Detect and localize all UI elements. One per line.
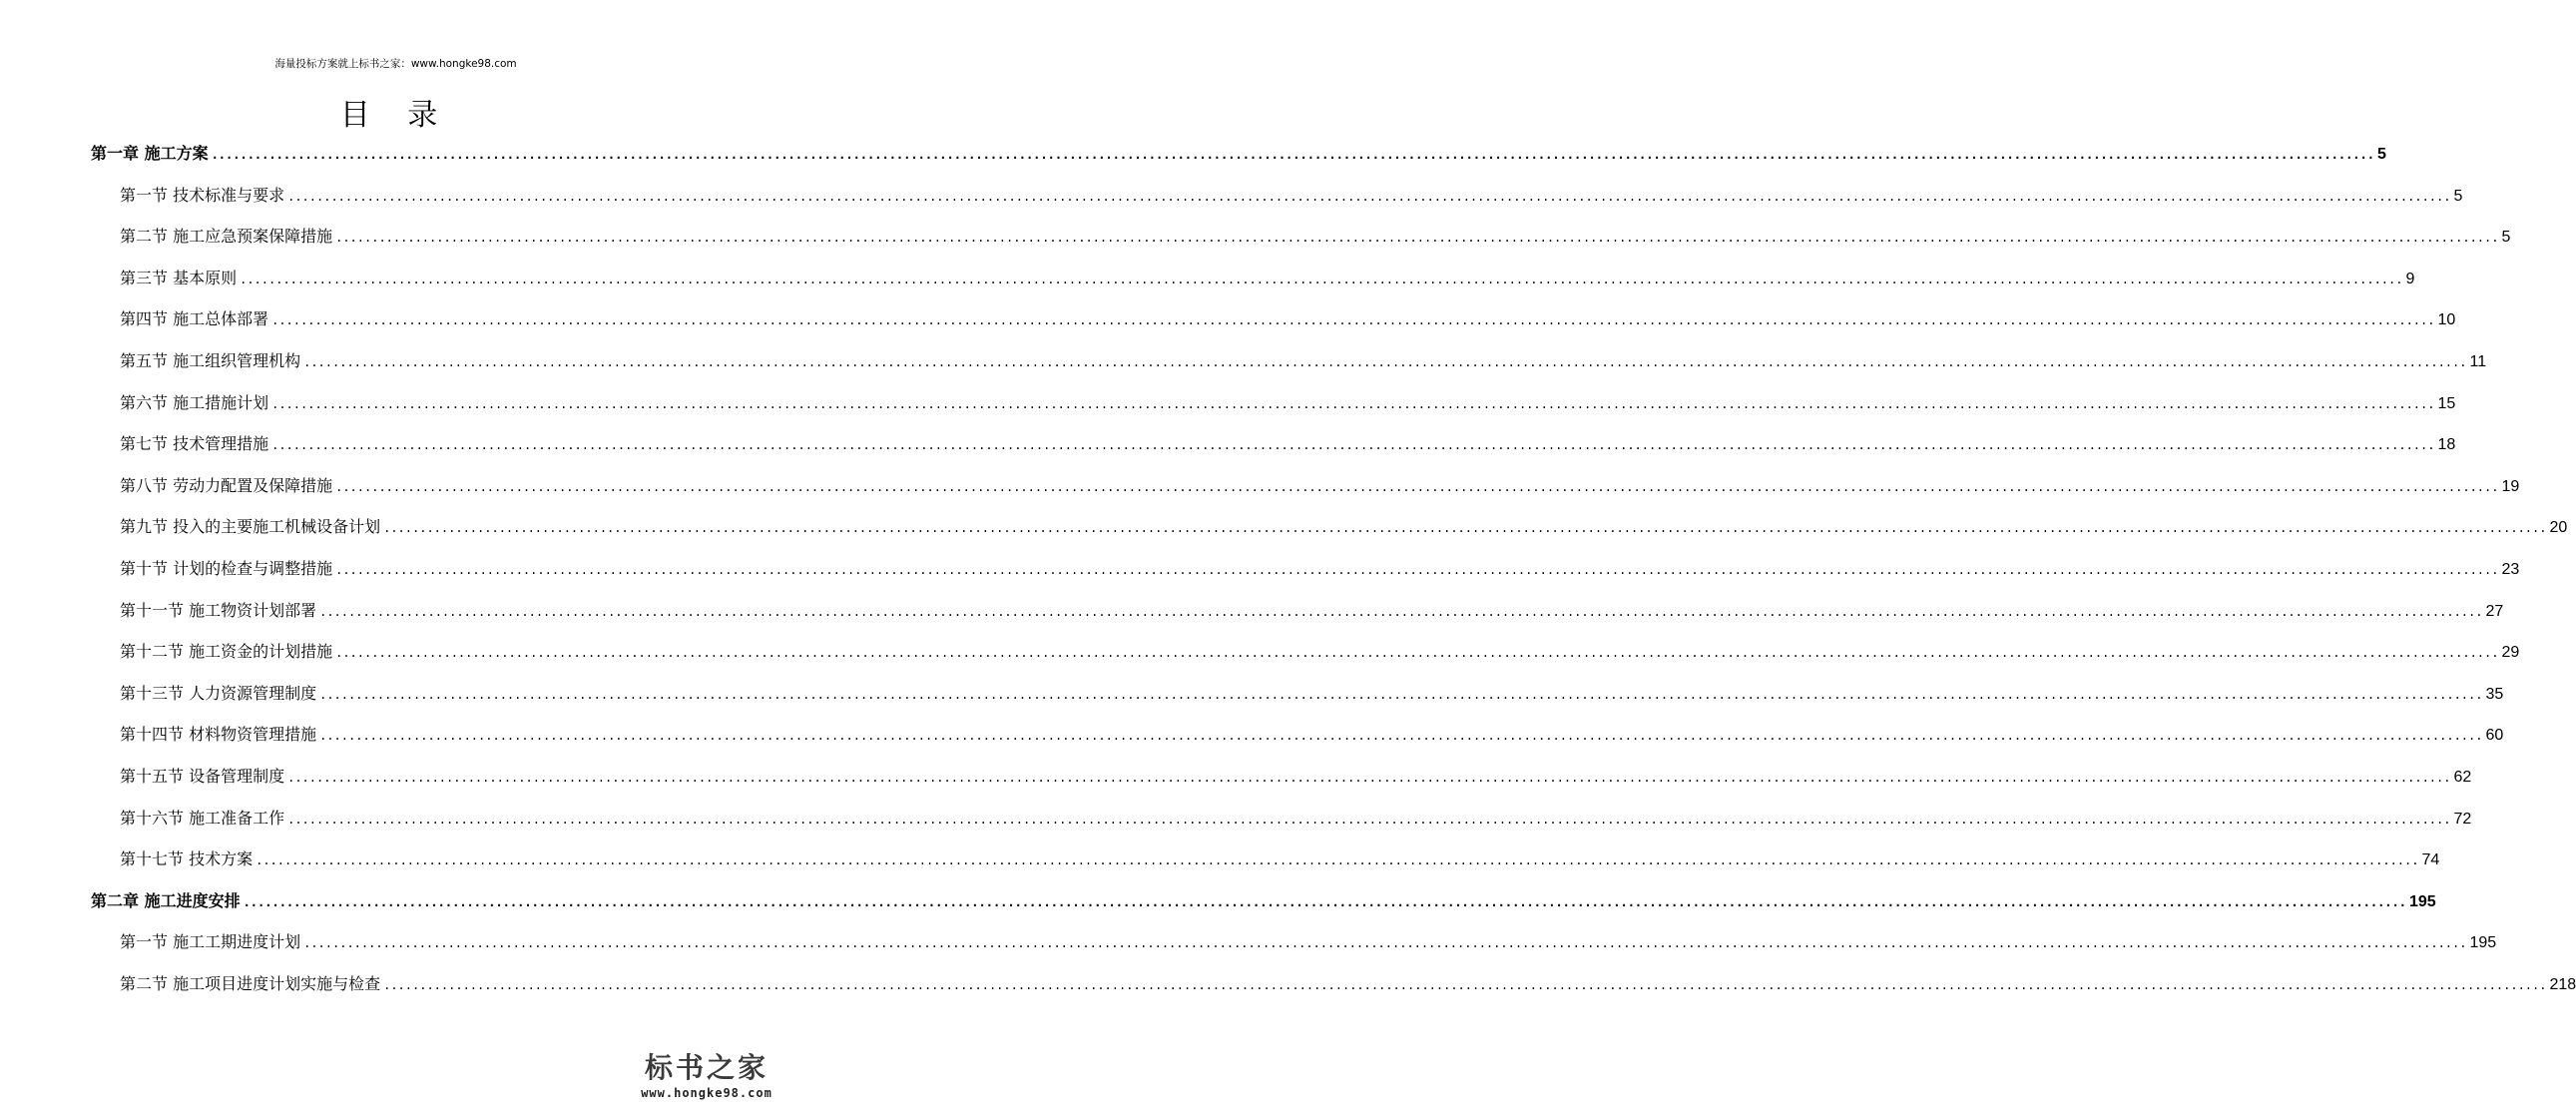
page-header: 海量投标方案就上标书之家：www.hongke98.com bbox=[274, 58, 517, 70]
toc-entry-page-number: 27 bbox=[2485, 602, 2504, 620]
toc-section-entry[interactable] bbox=[120, 683, 2504, 705]
logo-url: www.hongke98.com bbox=[641, 1086, 773, 1100]
dot-leader: ............................................................................................................................................................................................................................................................................................................ bbox=[383, 978, 2547, 992]
toc-entry-label: 第六节 施工措施计划 bbox=[120, 392, 269, 412]
toc-entry-page-number: 19 bbox=[2501, 477, 2520, 495]
toc-entry-label: 第八节 劳动力配置及保障措施 bbox=[120, 475, 333, 495]
dot-leader: ............................................................................................................................................................................................................................................................................................................ bbox=[271, 313, 2435, 328]
toc-entry-label: 第二节 施工项目进度计划实施与检查 bbox=[120, 974, 381, 993]
dot-leader: ............................................................................................................................................................................................................................................................................................................ bbox=[303, 355, 2467, 369]
dot-leader: ............................................................................................................................................................................................................................................................................................................ bbox=[271, 438, 2435, 453]
toc-entry-label: 第三节 基本原则 bbox=[120, 268, 238, 287]
toc-entry-label: 第十二节 施工资金的计划措施 bbox=[120, 642, 333, 662]
toc-entry-page-number: 195 bbox=[2469, 934, 2497, 952]
toc-section-entry[interactable] bbox=[120, 185, 2463, 207]
dot-leader: ............................................................................................................................................................................................................................................................................................................ bbox=[243, 894, 2406, 909]
dot-leader: ............................................................................................................................................................................................................................................................................................................ bbox=[287, 771, 2451, 785]
toc-entry-label: 第五节 施工组织管理机构 bbox=[120, 351, 301, 370]
dot-leader: ............................................................................................................................................................................................................................................................................................................ bbox=[271, 396, 2435, 411]
toc-entry-label: 第十一节 施工物资计划部署 bbox=[120, 600, 317, 620]
toc-entry-page-number: 23 bbox=[2501, 561, 2520, 578]
toc-entry-label: 第十四节 材料物资管理措施 bbox=[120, 725, 317, 745]
dot-leader: ............................................................................................................................................................................................................................................................................................................ bbox=[335, 646, 2499, 661]
toc-section-entry[interactable] bbox=[120, 434, 2456, 455]
toc-section-entry[interactable] bbox=[120, 849, 2440, 870]
toc-section-entry[interactable] bbox=[120, 227, 2511, 248]
toc-entry-page-number: 62 bbox=[2453, 769, 2472, 786]
toc-entry-label: 第十五节 设备管理制度 bbox=[120, 767, 285, 786]
toc-section-entry[interactable] bbox=[120, 642, 2520, 663]
dot-leader: ............................................................................................................................................................................................................................................................................................................ bbox=[256, 853, 2419, 868]
toc-entry-label: 第十六节 施工准备工作 bbox=[120, 808, 285, 828]
toc-section-entry[interactable] bbox=[120, 725, 2504, 746]
toc-section-entry[interactable] bbox=[120, 351, 2487, 372]
toc-section-entry[interactable] bbox=[120, 767, 2472, 788]
logo-text: 标书之家 bbox=[644, 1051, 769, 1084]
toc-section-entry[interactable] bbox=[120, 517, 2568, 538]
toc-section-entry[interactable] bbox=[120, 268, 2415, 289]
toc-chapter-entry[interactable] bbox=[91, 890, 2436, 912]
toc-entry-page-number: 18 bbox=[2437, 436, 2456, 454]
toc-entry-page-number: 29 bbox=[2501, 644, 2520, 662]
toc-entry-label: 第十七节 技术方案 bbox=[120, 849, 254, 869]
brand-logo bbox=[632, 1046, 781, 1100]
toc-entry-page-number: 35 bbox=[2485, 685, 2504, 703]
toc-entry-page-number: 20 bbox=[2549, 519, 2568, 537]
toc-entry-page-number: 5 bbox=[2376, 146, 2386, 163]
toc-section-entry[interactable] bbox=[120, 475, 2520, 497]
toc-entry-page-number: 195 bbox=[2408, 892, 2436, 910]
dot-leader: ............................................................................................................................................................................................................................................................................................................ bbox=[319, 687, 2483, 702]
dot-leader: ............................................................................................................................................................................................................................................................................................................ bbox=[287, 812, 2451, 827]
toc-entry-page-number: 9 bbox=[2405, 270, 2415, 287]
toc-entry-label: 第七节 技术管理措施 bbox=[120, 434, 269, 454]
toc-entry-page-number: 72 bbox=[2453, 810, 2472, 828]
dot-leader: ............................................................................................................................................................................................................................................................................................................ bbox=[319, 604, 2483, 619]
toc-entry-page-number: 11 bbox=[2469, 353, 2487, 370]
dot-leader: ............................................................................................................................................................................................................................................................................................................ bbox=[383, 521, 2547, 536]
toc-section-entry[interactable] bbox=[120, 309, 2456, 330]
toc-entry-label: 第一节 技术标准与要求 bbox=[120, 185, 285, 205]
toc-entry-label: 第二章 施工进度安排 bbox=[91, 890, 241, 910]
toc-entry-page-number: 5 bbox=[2453, 187, 2463, 205]
toc-section-entry[interactable] bbox=[120, 808, 2472, 830]
toc-section-entry[interactable] bbox=[120, 600, 2504, 622]
toc-section-entry[interactable] bbox=[120, 392, 2456, 414]
toc-entry-page-number: 74 bbox=[2421, 851, 2440, 869]
toc-entry-label: 第四节 施工总体部署 bbox=[120, 309, 269, 329]
toc-entry-label: 第一节 施工工期进度计划 bbox=[120, 932, 301, 952]
dot-leader: ............................................................................................................................................................................................................................................................................................................ bbox=[211, 148, 2374, 162]
toc-entry-label: 第十三节 人力资源管理制度 bbox=[120, 683, 317, 703]
toc-entry-label: 第九节 投入的主要施工机械设备计划 bbox=[120, 517, 381, 537]
dot-leader: ............................................................................................................................................................................................................................................................................................................ bbox=[240, 272, 2403, 286]
toc-section-entry[interactable] bbox=[120, 559, 2520, 580]
toc-entry-page-number: 15 bbox=[2437, 394, 2456, 412]
toc-entry-page-number: 10 bbox=[2437, 311, 2456, 329]
dot-leader: ............................................................................................................................................................................................................................................................................................................ bbox=[303, 936, 2467, 951]
dot-leader: ............................................................................................................................................................................................................................................................................................................ bbox=[335, 231, 2499, 246]
toc-entry-label: 第二节 施工应急预案保障措施 bbox=[120, 227, 333, 247]
toc-section-entry[interactable] bbox=[120, 974, 2576, 995]
dot-leader: ............................................................................................................................................................................................................................................................................................................ bbox=[335, 479, 2499, 494]
toc-section-entry[interactable] bbox=[120, 932, 2497, 953]
dot-leader: ............................................................................................................................................................................................................................................................................................................ bbox=[287, 189, 2451, 204]
dot-leader: ............................................................................................................................................................................................................................................................................................................ bbox=[335, 563, 2499, 577]
toc-entry-page-number: 60 bbox=[2485, 727, 2504, 745]
toc-entry-label: 第十节 计划的检查与调整措施 bbox=[120, 559, 333, 578]
toc-entry-page-number: 218 bbox=[2549, 976, 2576, 993]
toc-entry-page-number: 5 bbox=[2501, 229, 2511, 247]
toc-entry-label: 第一章 施工方案 bbox=[91, 144, 209, 163]
dot-leader: ............................................................................................................................................................................................................................................................................................................ bbox=[319, 729, 2483, 744]
toc-title: 目 录 bbox=[339, 98, 452, 133]
toc-chapter-entry[interactable] bbox=[91, 144, 2386, 165]
